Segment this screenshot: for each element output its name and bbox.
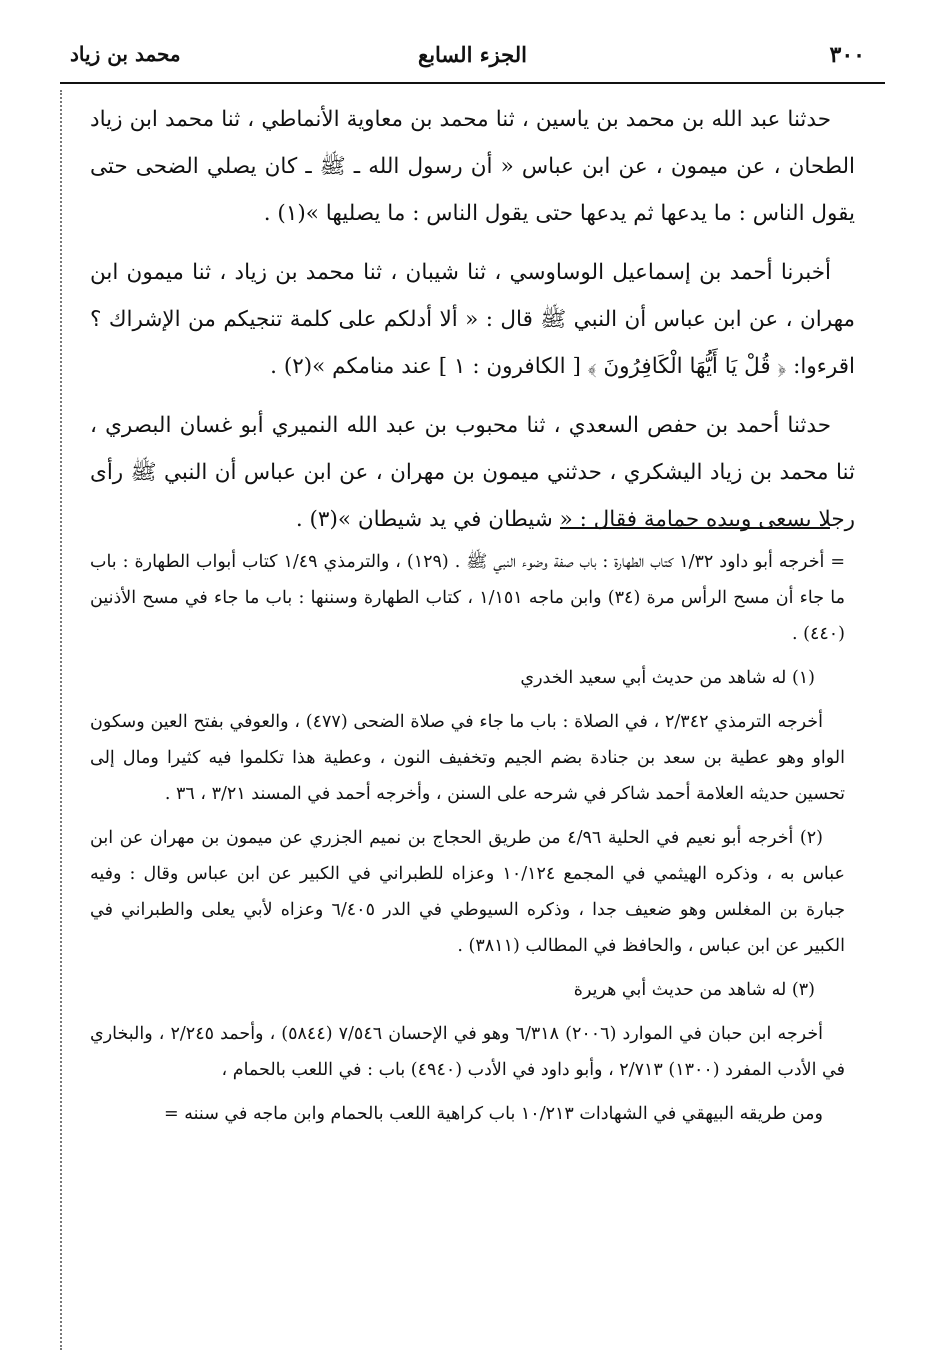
footnote-3-label: (٣) له شاهد من حديث أبي هريرة bbox=[573, 980, 815, 1000]
footnote-divider bbox=[560, 527, 830, 529]
gutter-dotted-line bbox=[60, 90, 62, 1350]
footnote-continued: = أخرجه أبو داود ١/٣٢ كتاب الطهارة : باب صفة وضوء النبي ﷺ . (١٢٩) ، والترمذي ١/٤٩ كتاب أبواب الطهارة : باب ما جاء أن مسح الرأس مرة (٣٤) وابن ماجه ١/١٥١ ، كتاب الطهارة وسننها : باب ما جاء في مسح الأذنين (٤٤٠) . bbox=[90, 552, 846, 644]
page-number: ٣٠٠ bbox=[829, 42, 865, 68]
footnote-1-label: (١) له شاهد من حديث أبي سعيد الخدري bbox=[520, 668, 815, 688]
chapter-name: محمد بن زياد bbox=[70, 42, 181, 66]
volume-title: الجزء السابع bbox=[418, 42, 527, 67]
hadith-paragraph: حدثنا عبد الله بن محمد بن ياسين ، ثنا محمد بن معاوية الأنماطي ، ثنا محمد ابن زياد الطحان ، عن ميمون ، عن ابن عباس « أن رسول الله ـ ﷺ ـ كان يصلي الضحى حتى يقول الناس : ما يدعها ثم يدعها حتى يقول الناس : ما يصليها »(١) . bbox=[90, 107, 855, 226]
footnote-1-text: أخرجه الترمذي ٢/٣٤٢ ، في الصلاة : باب ما جاء في صلاة الضحى (٤٧٧) ، والعوفي بفتح العين وسكون الواو وهو عطية بن سعد بن جنادة بضم الجيم وتخفيف النون ، وعطية هذا تكلموا فيه كثيرا ومال إلى تحسين حديثه العلامة أحمد شاكر في شرحه على السنن ، وأخرجه أحمد في المسند ٣/٢١ ، ٣٦ . bbox=[90, 712, 845, 804]
footnote-3-text: أخرجه ابن حبان في الموارد (٢٠٠٦) ٦/٣١٨ وهو في الإحسان ٧/٥٤٦ (٥٨٤٤) ، وأحمد ٢/٢٤٥ ، والبخاري في الأدب المفرد (١٣٠٠) ٢/٧١٣ ، وأبو داود في الأدب (٤٩٤٠) باب : في اللعب بالحمام ، bbox=[90, 1024, 845, 1080]
page-header bbox=[60, 38, 885, 84]
hadith-paragraph: حدثنا أحمد بن حفص السعدي ، ثنا محبوب بن عبد الله النميري أبو غسان البصري ، ثنا محمد بن زياد اليشكري ، حدثني ميمون بن مهران ، عن ابن عباس أن النبي ﷺ رأى رجلا يسعى وبيده حمامة فقال : « شيطان في يد شيطان »(٣) . bbox=[90, 413, 855, 532]
footnote-3-text-continued: ومن طريقه البيهقي في الشهادات ١٠/٢١٣ باب كراهية اللعب بالحمام وابن ماجه في سننه = bbox=[164, 1104, 823, 1124]
footnote-2-text: (٢) أخرجه أبو نعيم في الحلية ٤/٩٦ من طريق الحجاج بن نميم الجزري عن ميمون بن مهران عن ابن عباس به ، وذكره الهيثمي في المجمع ١٠/١٢٤ وعزاه للطبراني في الكبير عن ابن عباس وقال : وفيه جبارة بن المغلس وهو ضعيف جدا ، وذكره السيوطي في الدر ٦/٤٠٥ وعزاه لأبي يعلى والطبراني في الكبير عن ابن عباس ، والحافظ في المطالب (٣٨١١) . bbox=[90, 828, 846, 956]
hadith-paragraph: أخبرنا أحمد بن إسماعيل الوساوسي ، ثنا شيبان ، ثنا محمد بن زياد ، ثنا ميمون ابن مهران ، عن ابن عباس أن النبي ﷺ قال : « ألا أدلكم على كلمة تنجيكم من الإشراك ؟ اقرءوا: ﴿ قُلْ يَا أَيُّهَا الْكَافِرُونَ ﴾ [ الكافرون : ١ ] عند منامكم »(٢) . bbox=[90, 260, 855, 379]
footnotes bbox=[90, 544, 845, 1140]
main-text bbox=[90, 96, 855, 555]
